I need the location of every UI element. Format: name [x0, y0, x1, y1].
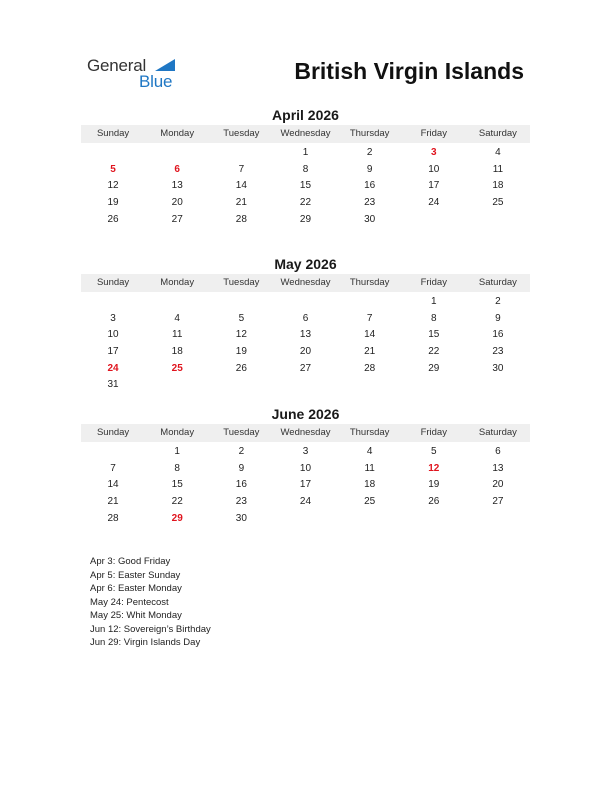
- date-cell: 28: [364, 362, 376, 374]
- weekday-label: Tuesday: [223, 128, 260, 139]
- holiday-entry: Jun 12: Sovereign’s Birthday: [90, 623, 211, 635]
- week-row: [81, 162, 530, 179]
- date-cell: 16: [492, 329, 504, 341]
- weekday-header-row: [81, 125, 530, 143]
- weekday-label: Monday: [160, 128, 195, 139]
- date-cell: 18: [492, 180, 504, 192]
- holiday-date-cell: 12: [428, 462, 440, 474]
- date-cell: [273, 511, 337, 528]
- date-cell: 8: [430, 312, 437, 324]
- date-cell: 17: [428, 180, 440, 192]
- date-cell: 3: [302, 446, 309, 457]
- date-cell: 4: [495, 147, 501, 158]
- date-cell: 19: [107, 197, 119, 209]
- date-cell: 8: [302, 163, 309, 175]
- date-cell: [466, 212, 530, 229]
- month-april: [81, 106, 530, 228]
- weekday-label: Thursday: [349, 277, 390, 288]
- week-row: [81, 361, 530, 378]
- date-cell: 14: [107, 479, 119, 491]
- holiday-entry: Apr 6: Easter Monday: [90, 583, 182, 594]
- date-cell: 1: [302, 147, 309, 158]
- date-cell: 17: [299, 479, 312, 491]
- date-cell: [338, 511, 402, 528]
- date-cell: 15: [171, 479, 183, 491]
- week-row: [81, 195, 530, 212]
- week-row: [81, 444, 530, 461]
- date-cell: 15: [299, 180, 312, 192]
- logo-general-text: General: [87, 56, 147, 75]
- date-cell: 3: [110, 312, 116, 324]
- holiday-list: [90, 555, 211, 650]
- date-cell: [402, 377, 466, 394]
- date-cell: 8: [174, 462, 180, 474]
- date-cell: 19: [428, 479, 440, 491]
- week-row: [81, 212, 530, 229]
- weekday-label: Wednesday: [280, 277, 331, 288]
- weekday-header-row: [81, 274, 530, 292]
- week-row: [81, 494, 530, 511]
- date-cell: 13: [492, 462, 504, 474]
- date-cell: 10: [299, 462, 312, 474]
- date-cell: 30: [364, 213, 376, 225]
- date-cell: 14: [235, 180, 247, 192]
- weekday-label: Monday: [160, 277, 195, 288]
- holiday-date-cell: 24: [107, 362, 119, 374]
- date-cell: [402, 511, 466, 528]
- date-cell: [466, 511, 530, 528]
- date-cell: 13: [299, 329, 312, 341]
- date-cell: 1: [174, 446, 180, 457]
- weekday-label: Wednesday: [280, 128, 331, 139]
- week-row: [81, 477, 530, 494]
- month-title: May 2026: [274, 256, 337, 272]
- date-cell: [209, 294, 273, 311]
- date-cell: 11: [492, 163, 504, 175]
- date-cell: 6: [495, 446, 501, 457]
- date-cell: 7: [238, 163, 245, 175]
- date-cell: [273, 377, 337, 394]
- weekday-label: Saturday: [478, 128, 517, 139]
- weekday-label: Friday: [420, 427, 447, 438]
- date-cell: [145, 294, 209, 311]
- month-may: [81, 255, 530, 394]
- date-cell: 9: [238, 462, 245, 474]
- date-cell: 5: [430, 446, 437, 457]
- date-cell: 2: [495, 296, 501, 307]
- weekday-label: Friday: [420, 277, 447, 288]
- weekday-label: Sunday: [96, 128, 130, 139]
- week-row: [81, 311, 530, 328]
- date-cell: 18: [171, 346, 183, 358]
- date-cell: 29: [299, 213, 312, 225]
- date-cell: [338, 294, 402, 311]
- date-cell: 27: [171, 213, 183, 225]
- date-cell: 22: [428, 346, 440, 358]
- date-cell: 26: [107, 213, 119, 225]
- date-cell: 11: [364, 462, 375, 474]
- date-cell: 24: [299, 496, 312, 508]
- date-cell: 20: [299, 346, 312, 358]
- logo-triangle-icon: [155, 59, 175, 71]
- date-cell: 2: [238, 446, 245, 457]
- weekday-label: Sunday: [96, 277, 130, 288]
- weekday-header-row: [81, 424, 530, 442]
- week-row: [81, 377, 530, 394]
- date-cell: 20: [492, 479, 504, 491]
- week-row: [81, 344, 530, 361]
- date-cell: [338, 377, 402, 394]
- holiday-entry: May 25: Whit Monday: [90, 610, 182, 621]
- date-cell: 10: [107, 329, 119, 341]
- date-cell: 24: [428, 197, 440, 209]
- date-cell: 13: [171, 180, 183, 192]
- date-cell: 9: [495, 312, 501, 324]
- date-cell: 26: [235, 362, 247, 374]
- holiday-entry: May 24: Pentecost: [90, 596, 169, 608]
- holiday-entry: Apr 3: Good Friday: [90, 556, 171, 567]
- date-cell: 26: [428, 496, 440, 508]
- weekday-label: Friday: [420, 128, 447, 139]
- month-june: [81, 405, 530, 527]
- logo-blue-text: Blue: [139, 72, 173, 91]
- week-row: [81, 327, 530, 344]
- date-cell: [81, 294, 145, 311]
- holiday-date-cell: 3: [430, 147, 437, 158]
- date-cell: [145, 377, 209, 394]
- holiday-entry: Jun 29: Virgin Islands Day: [90, 637, 201, 648]
- date-cell: [402, 212, 466, 229]
- weekday-label: Wednesday: [280, 427, 331, 438]
- date-cell: 20: [171, 197, 183, 209]
- date-cell: 19: [235, 346, 247, 358]
- date-cell: 27: [492, 496, 504, 508]
- date-cell: 30: [235, 512, 247, 524]
- week-row: [81, 461, 530, 478]
- date-cell: [209, 145, 273, 162]
- week-row: [81, 145, 530, 162]
- week-row: [81, 178, 530, 195]
- holiday-date-cell: 5: [110, 163, 116, 175]
- page-title: British Virgin Islands: [294, 58, 524, 84]
- weekday-label: Saturday: [478, 277, 517, 288]
- week-row: [81, 294, 530, 311]
- holiday-date-cell: 29: [171, 512, 183, 524]
- date-cell: 21: [364, 346, 376, 358]
- month-title: April 2026: [272, 107, 339, 123]
- date-cell: 2: [366, 147, 373, 158]
- date-cell: 7: [110, 462, 116, 474]
- date-cell: [273, 294, 337, 311]
- date-cell: 29: [428, 362, 440, 374]
- date-cell: 25: [364, 496, 376, 508]
- weekday-label: Thursday: [349, 128, 390, 139]
- date-cell: [209, 377, 273, 394]
- date-cell: 1: [430, 296, 437, 307]
- date-cell: 16: [364, 180, 376, 192]
- date-cell: [81, 444, 145, 461]
- date-cell: 23: [235, 496, 247, 508]
- date-cell: 27: [299, 362, 312, 374]
- date-cell: 25: [492, 197, 504, 209]
- date-cell: 12: [235, 329, 247, 341]
- date-cell: 9: [366, 163, 373, 175]
- date-cell: 4: [174, 312, 180, 324]
- date-cell: 31: [107, 379, 119, 391]
- weekday-label: Sunday: [96, 427, 130, 438]
- weekday-label: Tuesday: [223, 277, 260, 288]
- date-cell: 28: [235, 213, 247, 225]
- date-cell: 4: [366, 446, 373, 457]
- logo: [87, 56, 187, 92]
- date-cell: 14: [364, 329, 376, 341]
- date-cell: 21: [235, 197, 247, 209]
- date-cell: [466, 377, 530, 394]
- weekday-label: Saturday: [478, 427, 517, 438]
- date-cell: 15: [428, 329, 440, 341]
- holiday-entry: Apr 5: Easter Sunday: [90, 569, 181, 581]
- date-cell: 28: [107, 512, 119, 524]
- date-cell: 23: [492, 346, 504, 358]
- date-cell: 5: [238, 312, 245, 324]
- weekday-label: Monday: [160, 427, 195, 438]
- date-cell: 12: [107, 180, 119, 192]
- date-cell: 10: [428, 163, 440, 175]
- week-row: [81, 511, 530, 528]
- month-title: June 2026: [271, 406, 340, 422]
- weekday-label: Tuesday: [223, 427, 260, 438]
- weekday-label: Thursday: [349, 427, 390, 438]
- date-cell: 22: [171, 496, 183, 508]
- date-cell: 11: [172, 329, 183, 341]
- date-cell: 21: [107, 496, 119, 508]
- holiday-date-cell: 6: [174, 163, 180, 175]
- date-cell: 30: [492, 362, 504, 374]
- date-cell: 23: [364, 197, 376, 209]
- date-cell: 17: [107, 346, 119, 358]
- date-cell: 6: [302, 312, 309, 324]
- date-cell: 16: [235, 479, 247, 491]
- date-cell: [145, 145, 209, 162]
- date-cell: 18: [364, 479, 376, 491]
- date-cell: 22: [299, 197, 312, 209]
- date-cell: 7: [366, 312, 373, 324]
- holiday-date-cell: 25: [171, 362, 183, 374]
- date-cell: [81, 145, 145, 162]
